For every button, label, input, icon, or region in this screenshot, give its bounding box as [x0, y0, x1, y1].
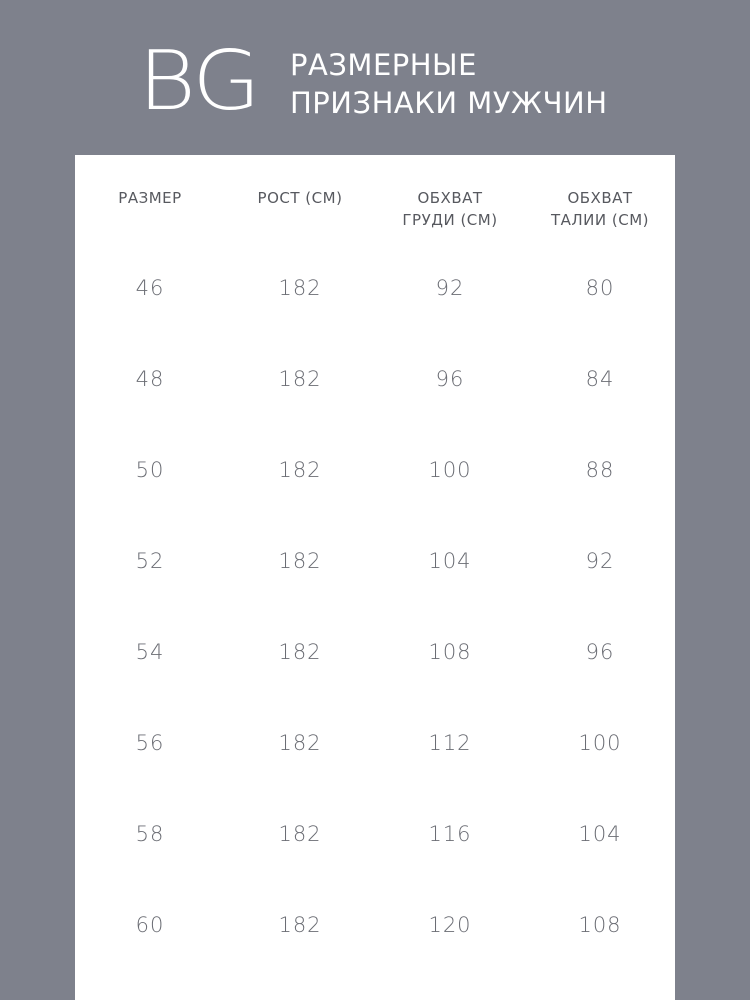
column-header-height — [225, 187, 375, 209]
size-table — [75, 155, 675, 1000]
column-header-chest-line-1: ОБХВАТ — [417, 189, 483, 207]
cell-size: 52 — [135, 549, 165, 573]
cell-waist: 92 — [585, 549, 615, 573]
column-header-waist-line-2: ТАЛИИ (СМ) — [550, 211, 650, 229]
cell-height: 182 — [278, 549, 322, 573]
page-title-line-1: РАЗМЕРНЫЕ — [290, 48, 477, 82]
cell-waist: 100 — [578, 731, 622, 755]
cell-height: 182 — [278, 822, 322, 846]
cell-size: 50 — [135, 458, 165, 482]
cell-chest: 96 — [435, 367, 465, 391]
cell-size: 54 — [135, 640, 165, 664]
column-header-waist-line-1: ОБХВАТ — [567, 189, 633, 207]
column-header-size-line-1: РАЗМЕР — [118, 189, 182, 207]
cell-height: 182 — [278, 276, 322, 300]
page-title-line-2: ПРИЗНАКИ МУЖЧИН — [290, 86, 608, 120]
cell-chest: 116 — [428, 822, 472, 846]
column-header-waist — [525, 187, 675, 231]
cell-size: 58 — [135, 822, 165, 846]
column-header-chest — [375, 187, 525, 231]
cell-height: 182 — [278, 640, 322, 664]
cell-chest: 108 — [428, 640, 472, 664]
cell-size: 60 — [135, 913, 165, 937]
cell-height: 182 — [278, 458, 322, 482]
cell-waist: 104 — [578, 822, 622, 846]
cell-height: 182 — [278, 731, 322, 755]
column-header-size — [75, 187, 225, 209]
cell-height: 182 — [278, 913, 322, 937]
cell-chest: 92 — [435, 276, 465, 300]
cell-waist: 96 — [585, 640, 615, 664]
cell-size: 48 — [135, 367, 165, 391]
cell-waist: 108 — [578, 913, 622, 937]
cell-size: 56 — [135, 731, 165, 755]
page-title — [290, 46, 608, 122]
cell-waist: 88 — [585, 458, 615, 482]
column-header-chest-line-2: ГРУДИ (СМ) — [402, 211, 498, 229]
header — [0, 0, 750, 155]
cell-size: 46 — [135, 276, 165, 300]
cell-waist: 84 — [585, 367, 615, 391]
column-header-height-line-1: РОСТ (СМ) — [257, 189, 343, 207]
cell-waist: 80 — [585, 276, 615, 300]
brand-logo: BG — [138, 34, 259, 129]
cell-chest: 112 — [428, 731, 472, 755]
cell-chest: 120 — [428, 913, 472, 937]
cell-height: 182 — [278, 367, 322, 391]
cell-chest: 100 — [428, 458, 472, 482]
cell-chest: 104 — [428, 549, 472, 573]
